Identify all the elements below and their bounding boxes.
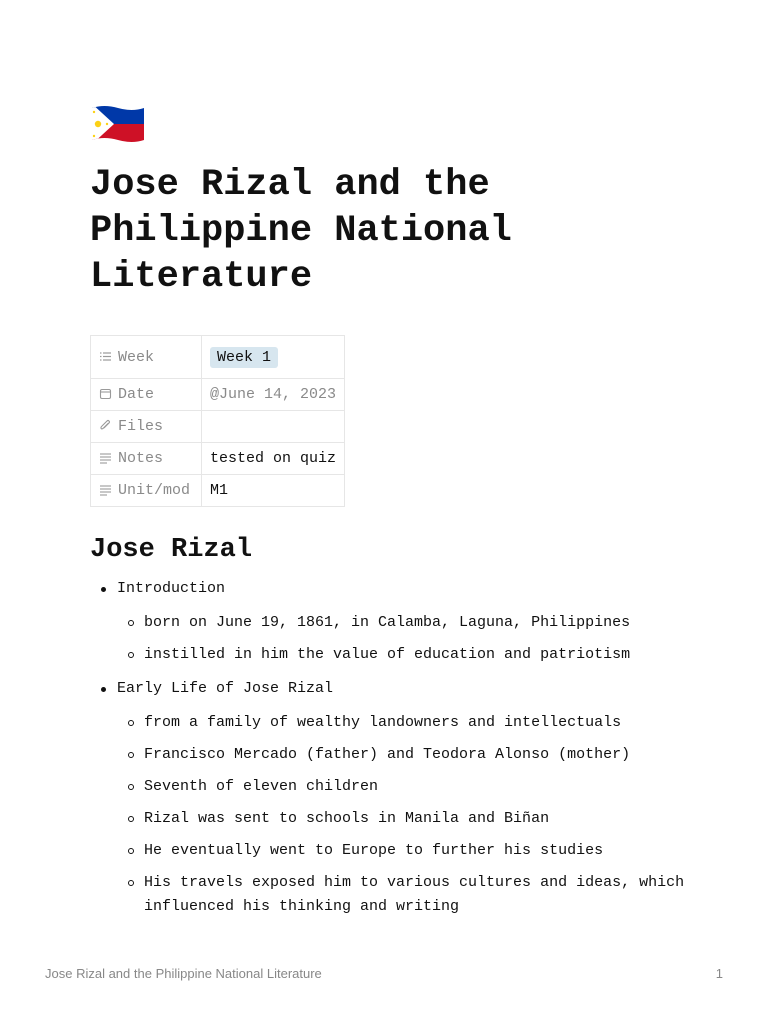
property-row-week[interactable] [91,336,345,379]
property-key [91,443,202,475]
property-key [91,475,202,507]
property-label: Unit/mod [118,482,191,499]
property-label: Files [118,418,164,435]
property-value-date[interactable]: @June 14, 2023 [202,379,345,411]
property-value-notes[interactable]: tested on quiz [202,443,345,475]
property-row-notes[interactable] [91,443,345,475]
property-label: Week [118,348,155,366]
list-item: instilled in him the value of education and patriotism [117,643,690,667]
section-heading: Jose Rizal [90,535,253,565]
text-icon [99,483,112,496]
text-icon [99,451,112,464]
list-item: His travels exposed him to various cultures and ideas, which influenced his thinking and writing [117,871,690,919]
property-row-date[interactable] [91,379,345,411]
list-item: Francisco Mercado (father) and Teodora Alonso (mother) [117,743,690,767]
list-item: from a family of wealthy landowners and intellectuals [117,711,690,735]
property-label: Date [118,386,155,403]
paperclip-icon [99,419,112,432]
property-key [91,336,202,379]
property-value[interactable] [202,336,345,379]
list-item: born on June 19, 1861, in Calamba, Laguna, Philippines [117,611,690,635]
list-item: Rizal was sent to schools in Manila and Biñan [117,807,690,831]
property-value-files[interactable] [202,411,345,443]
list-item [90,678,690,919]
week-tag[interactable]: Week 1 [210,347,278,368]
calendar-icon [99,387,112,400]
property-key [91,379,202,411]
list-item [90,578,690,667]
list-icon [99,350,112,363]
footer-doc-title: Jose Rizal and the Philippine National Literature [45,966,322,981]
list-item-text: Introduction [117,580,226,597]
property-label: Notes [118,450,164,467]
list-item: He eventually went to Europe to further his studies [117,839,690,863]
properties-table [90,335,345,507]
list-item: Seventh of eleven children [117,775,690,799]
footer-page-number: 1 [715,966,723,981]
philippine-flag-icon [90,102,146,146]
property-key [91,411,202,443]
bullet-outline [90,578,690,919]
property-row-unit[interactable] [91,475,345,507]
property-value-unit[interactable]: M1 [202,475,345,507]
page-title: Jose Rizal and the Philippine National Literature [90,164,512,298]
property-row-files[interactable] [91,411,345,443]
list-item-text: Early Life of Jose Rizal [117,680,334,697]
